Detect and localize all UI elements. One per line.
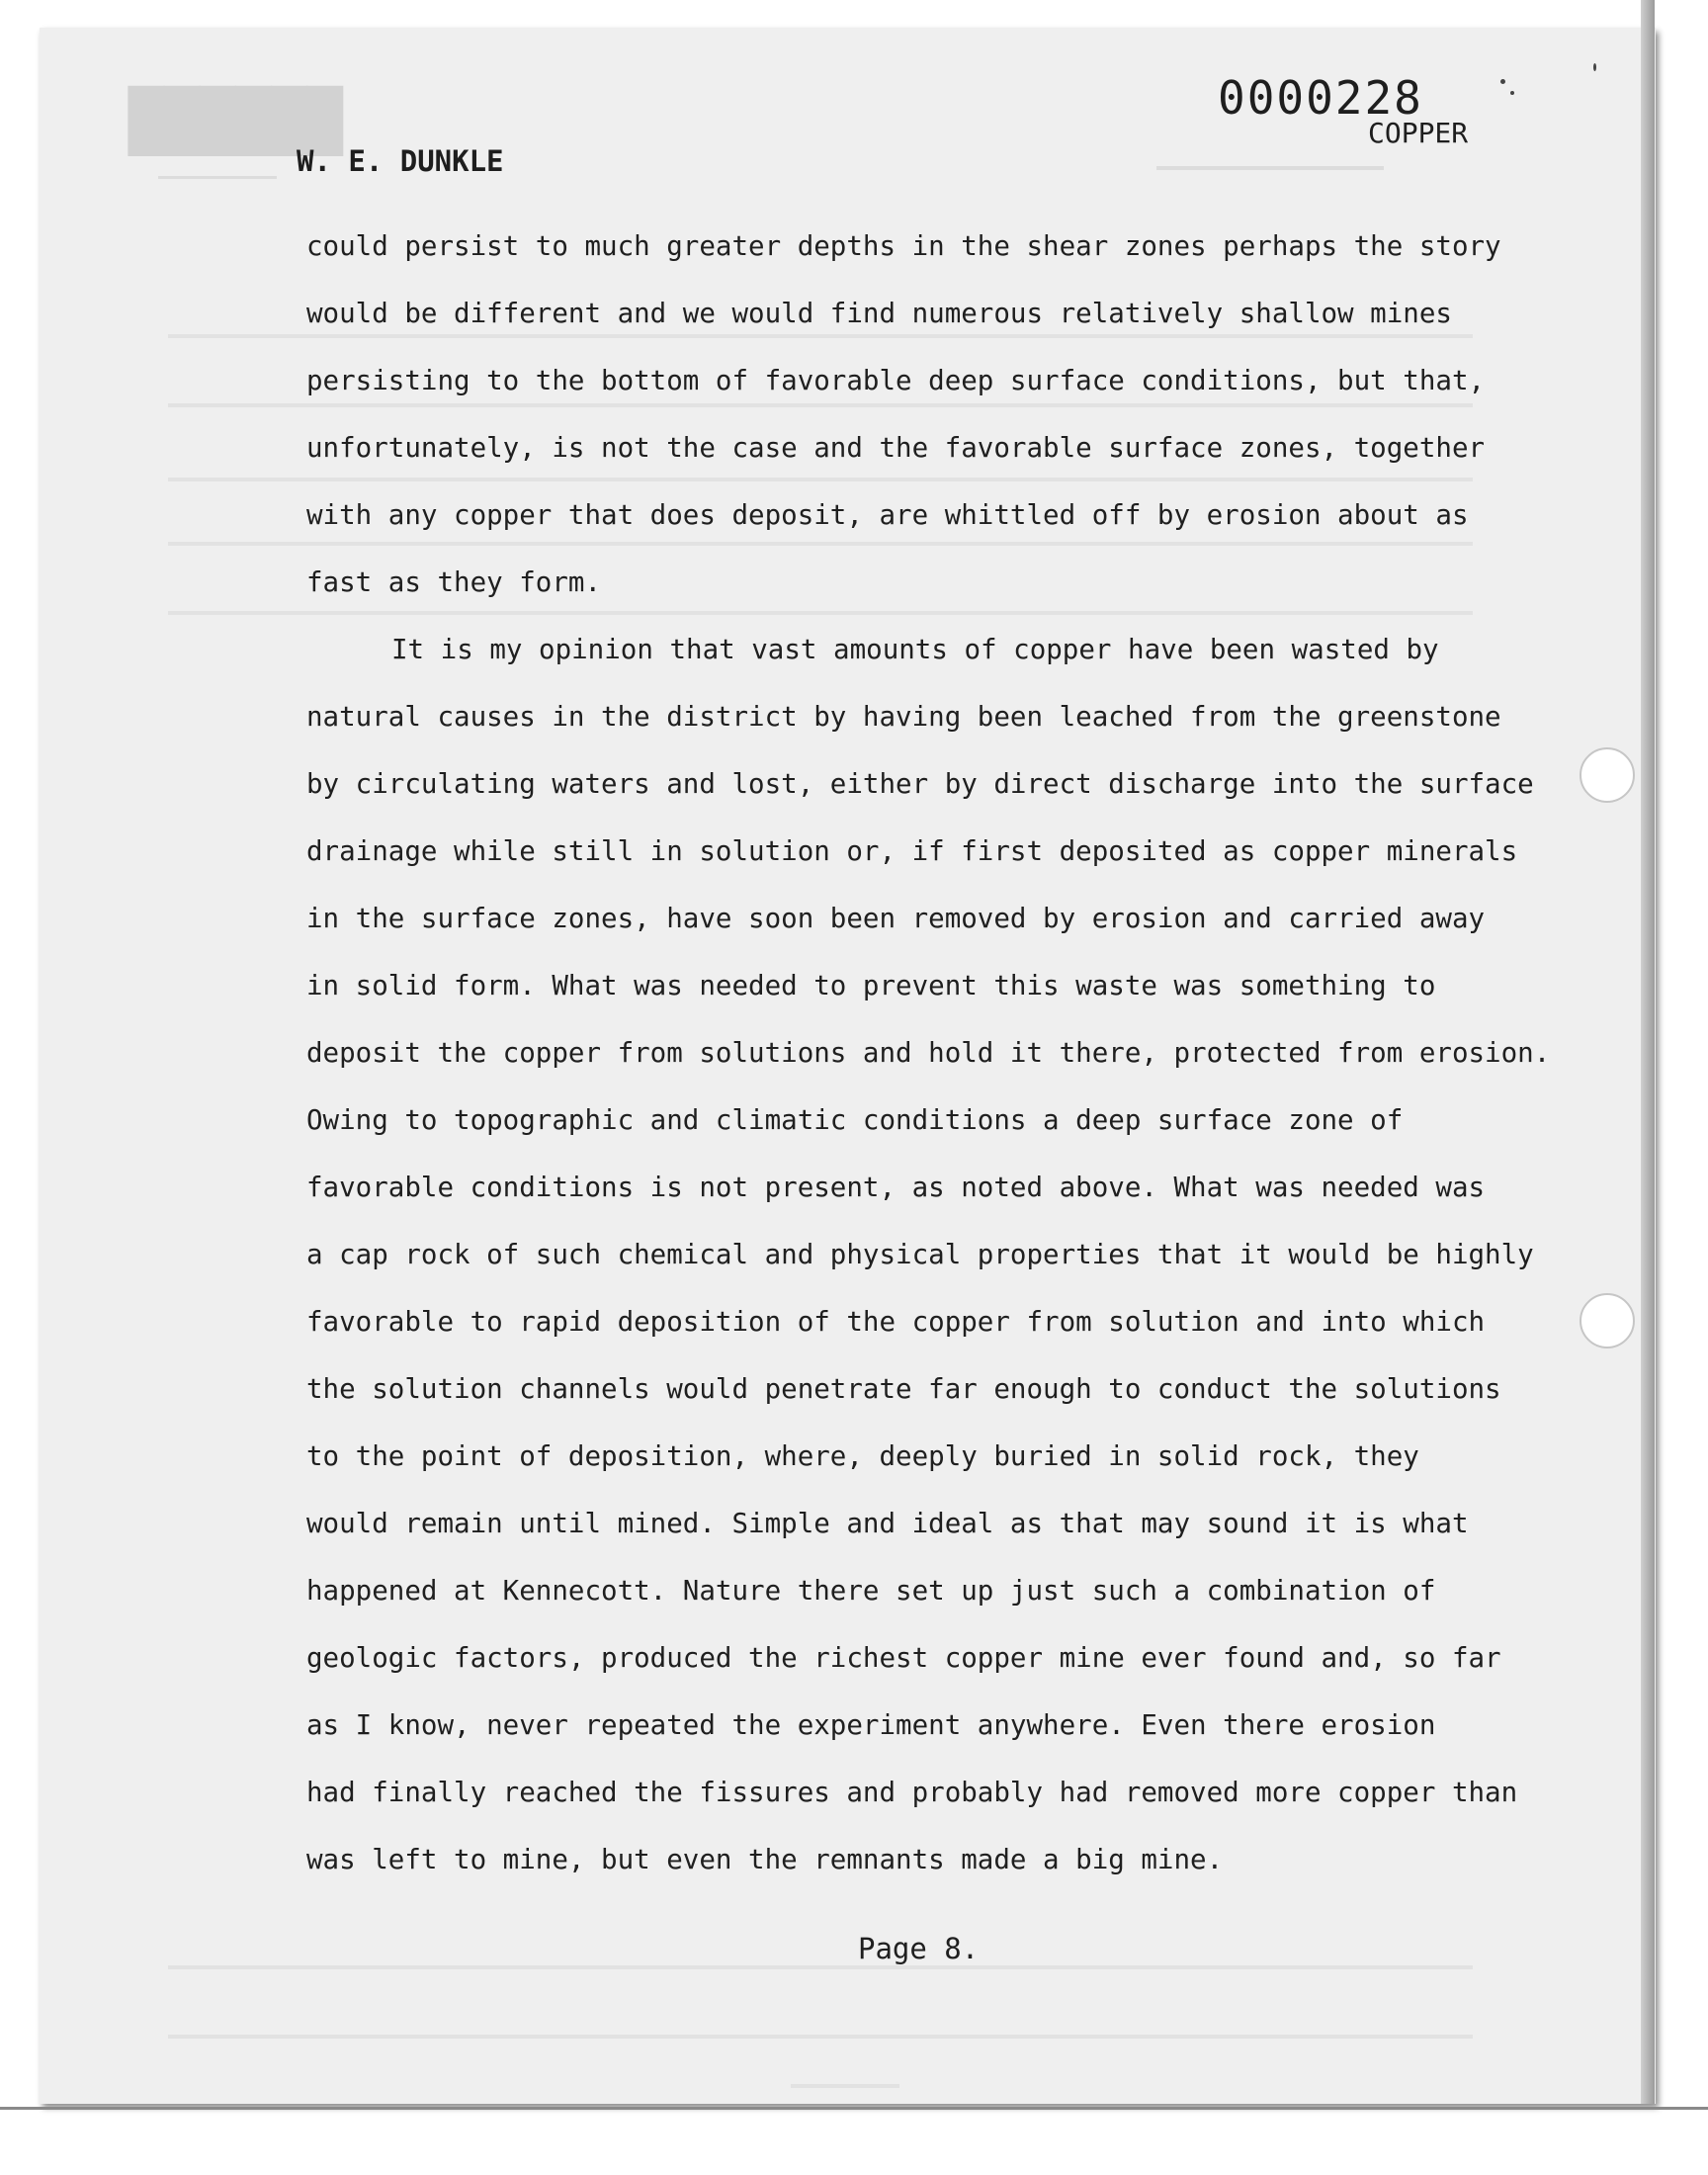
binder-hole	[1580, 1293, 1635, 1348]
bleed-through-mark: ██████	[128, 87, 343, 156]
text-line: had finally reached the fissures and probably had removed more copper than	[306, 1777, 1518, 1808]
text-line: deposit the copper from solutions and hold it there, protected from erosion.	[306, 1037, 1551, 1069]
text-line: in solid form. What was needed to prevent this waste was something to	[306, 970, 1436, 1001]
text-line: happened at Kennecott. Nature there set up just such a combination of	[306, 1575, 1436, 1607]
speck	[1500, 79, 1505, 84]
header-author: W. E. DUNKLE	[297, 144, 504, 178]
bleed-through-mark	[168, 1965, 1473, 1969]
page-edge-shadow	[1641, 0, 1655, 2104]
text-line: could persist to much greater depths in the shear zones perhaps the story	[306, 230, 1501, 262]
text-line: favorable to rapid deposition of the copper from solution and into which	[306, 1306, 1486, 1338]
bleed-through-mark	[158, 176, 277, 179]
text-line: persisting to the bottom of favorable deep surface conditions, but that,	[306, 365, 1486, 396]
text-line: natural causes in the district by having been leached from the greenstone	[306, 701, 1501, 733]
text-line: as I know, never repeated the experiment anywhere. Even there erosion	[306, 1709, 1436, 1741]
header-topic: COPPER	[1368, 117, 1469, 149]
text-line: drainage while still in solution or, if first deposited as copper minerals	[306, 835, 1518, 867]
speck	[1593, 63, 1596, 71]
text-line: geologic factors, produced the richest copper mine ever found and, so far	[306, 1642, 1501, 1674]
text-line: fast as they form.	[306, 566, 602, 598]
body-text	[306, 213, 1552, 1893]
text-line: Owing to topographic and climatic conditions a deep surface zone of	[306, 1104, 1404, 1136]
text-line: would remain until mined. Simple and ideal as that may sound it is what	[306, 1508, 1469, 1539]
text-line: a cap rock of such chemical and physical properties that it would be highly	[306, 1239, 1534, 1270]
speck	[1510, 91, 1514, 95]
text-line: unfortunately, is not the case and the favorable surface zones, together	[306, 432, 1486, 464]
text-line: in the surface zones, have soon been removed by erosion and carried away	[306, 903, 1486, 934]
text-line: favorable conditions is not present, as noted above. What was needed was	[306, 1172, 1486, 1203]
document-number: 0000228	[1218, 71, 1423, 125]
text-line: by circulating waters and lost, either by direct discharge into the surface	[306, 768, 1534, 800]
page-number: Page 8.	[858, 1932, 980, 1965]
text-line: with any copper that does deposit, are whittled off by erosion about as	[306, 499, 1469, 531]
text-line: would be different and we would find numerous relatively shallow mines	[306, 298, 1452, 329]
paragraph-start-line: It is my opinion that vast amounts of copper have been wasted by	[391, 634, 1439, 665]
bleed-through-mark	[791, 2084, 899, 2088]
bleed-through-mark	[1156, 166, 1384, 170]
text-line: was left to mine, but even the remnants made a big mine.	[306, 1844, 1224, 1875]
binder-hole	[1580, 747, 1635, 803]
bleed-through-mark	[168, 2035, 1473, 2039]
text-line: to the point of deposition, where, deeply buried in solid rock, they	[306, 1440, 1419, 1472]
bottom-rule	[0, 2107, 1708, 2110]
text-line: the solution channels would penetrate far enough to conduct the solutions	[306, 1373, 1501, 1405]
